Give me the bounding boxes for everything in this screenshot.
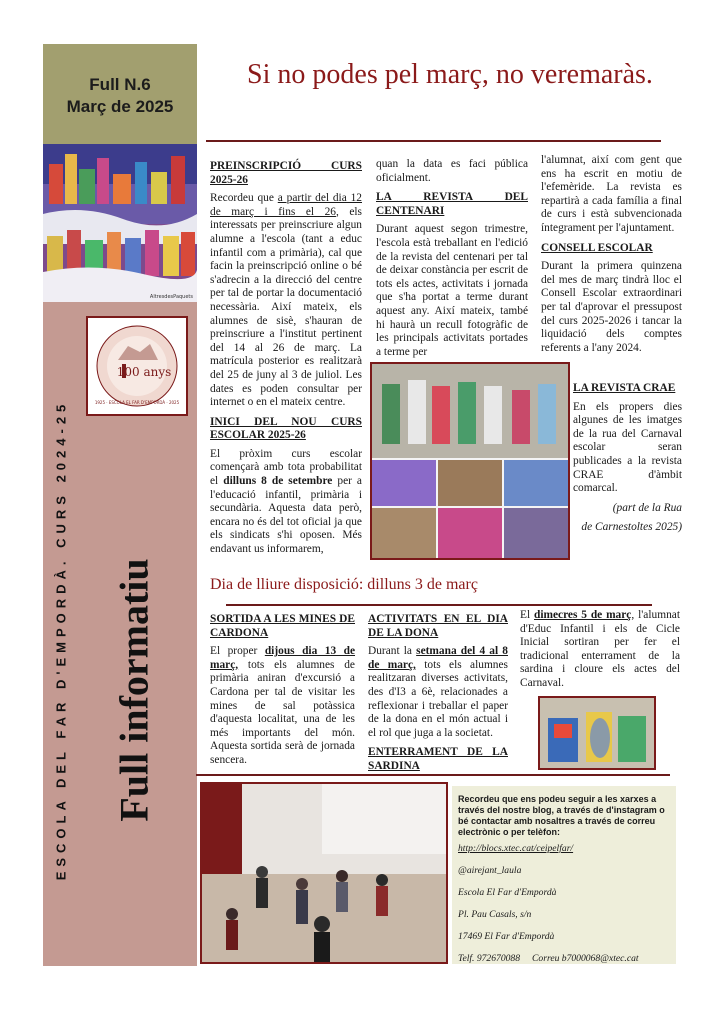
enterrament-body: El dimecres 5 de març, l'alumnat d'Educ Infantil i els de Cicle Inicial sortiran per fer el tradicional enterrament de la sardina i cloure els actes del Carnaval. bbox=[520, 609, 680, 689]
preinscripcio-title: PREINSCRIPCIÓ CURS 2025-26 bbox=[210, 160, 362, 186]
crae-title: LA REVISTA CRAE bbox=[573, 382, 676, 394]
logo-ring-text: 1925 · ESCOLA EL FAR D'EMPORDÀ · 2025 bbox=[94, 400, 180, 405]
contact-line bbox=[458, 948, 670, 970]
inici-curs-title: INICI DEL NOU CURS ESCOLAR 2025-26 bbox=[210, 415, 362, 442]
issue-number: Full N.6 bbox=[89, 75, 151, 94]
school-banner: ESCOLA DEL FAR D'EMPORDÀ. CURS 2024-25 bbox=[53, 399, 68, 881]
enterrament-block bbox=[520, 609, 680, 697]
phone: Telf. 972670088 bbox=[458, 953, 521, 964]
instagram-handle[interactable]: @airejant_laula bbox=[458, 865, 522, 876]
sortida-title: SORTIDA A LES MINES DE CARDONA bbox=[210, 613, 355, 639]
consell-body: Durant la primera quinzena del mes de març tindrà lloc el Consell Escolar extraordinari per tal d'aprovar el pressupost del curs 2025-2026 i tancar la liquidació dels comptes referents a l'any 2024. bbox=[541, 260, 682, 354]
revista-centenari-title: LA REVISTA DEL CENTENARI bbox=[376, 191, 528, 217]
headline: Si no podes pel març, no veremaràs. bbox=[247, 59, 653, 90]
school-name: Escola El Far d'Empordà bbox=[458, 887, 557, 898]
contact-box bbox=[452, 786, 676, 964]
dona-block bbox=[368, 613, 508, 774]
col2-continuation: quan la data es faci pública oficialment. bbox=[376, 158, 528, 184]
dance-photo bbox=[200, 782, 448, 964]
dona-title: ACTIVITATS EN EL DIA DE LA DONA bbox=[368, 613, 508, 639]
enterrament-title: ENTERRAMENT DE LA SARDINA bbox=[368, 746, 508, 772]
crae-block bbox=[573, 382, 682, 535]
contact-intro: Recordeu que ens podeu seguir a les xarxes a través del nostre blog, a través de d'instagram o bé contactar amb nosaltres a través de correu electrònic o per telèfon: bbox=[458, 794, 665, 837]
village-painting bbox=[43, 144, 197, 302]
issue-date: Març de 2025 bbox=[66, 97, 174, 116]
inici-curs-body: El pròxim curs escolar començarà amb tota probabilitat el dilluns 8 de setembre per a l'educació infantil, primària i secundària. Aquesta data però, encara no és del tot oficial ja que els sindicats s'hi oposen. Més endavant us informarem, bbox=[210, 447, 362, 556]
issue-box bbox=[43, 44, 197, 144]
sardine-photo bbox=[538, 696, 656, 770]
revista-centenari-body: Durant aquest segon trimestre, l'escola està treballant en l'edició de la revista del centenari per tal de deixar constància per escrit de tots els actes, activitats i jornada que s'ha portat a terme durant aquest any. Així mateix, també hi haurà un recull fotogràfic de les principals activitats portades a terme per bbox=[376, 223, 528, 358]
crae-caption-1: (part de la Rua bbox=[612, 501, 682, 514]
bottom-rule bbox=[196, 774, 670, 776]
column-1 bbox=[210, 160, 362, 563]
carnival-photo-collage bbox=[370, 362, 570, 560]
school-address: Pl. Pau Casals, s/n bbox=[458, 909, 532, 920]
crae-body: En els propers dies algunes de les imatges de la rua del Carnaval escolar seran publicades a la revista CRAE d'àmbit comarcal. bbox=[573, 400, 682, 495]
painting-credit: AltresdesPaquets bbox=[149, 294, 193, 300]
email[interactable]: Correu b7000068@xtec.cat bbox=[532, 953, 639, 964]
consell-title: CONSELL ESCOLAR bbox=[541, 241, 653, 254]
sortida-body: El proper dijous dia 13 de març, tots els alumnes de primària aniran d'excursió a Cardona per tal de visitar les mines de sal potàssica d'aquesta localitat, una de les més importants del món. Aquesta sortida serà de jornada sencera. bbox=[210, 645, 356, 766]
free-day-notice: Dia de lliure disposició: dilluns 3 de març bbox=[210, 576, 478, 593]
school-city: 17469 El Far d'Empordà bbox=[458, 931, 555, 942]
column-3 bbox=[541, 154, 682, 361]
blog-link[interactable]: http://blocs.xtec.cat/ceipelfar/ bbox=[458, 843, 574, 854]
side-title: Full informatiu bbox=[111, 558, 157, 822]
dona-body: Durant la setmana del 4 al 8 de març, tots els alumnes realitzaran diverses activitats, des d'I3 a 6è, relacionades a reflexionar i treballar el paper de la dona en el món actual i el rol que juga a la societat. bbox=[368, 645, 508, 739]
headline-rule bbox=[206, 140, 661, 142]
logo-text: 100 anys bbox=[116, 365, 172, 379]
col3-continuation: l'alumnat, així com gent que ens ha escrit en motiu de l'efemèride. La revista es repartirà a cada família a final de curs i està subvencionada íntegrament per l'ajuntament. bbox=[541, 154, 682, 234]
column-2 bbox=[376, 158, 528, 365]
centenary-logo bbox=[86, 316, 188, 416]
crae-caption-2: de Carnestoltes 2025) bbox=[581, 521, 682, 534]
sortida-block bbox=[210, 613, 355, 774]
preinscripcio-body: Recordeu que a partir del dia 12 de març i fins el 26, els interessats per preinscriure algun alumne a l'escola (tant a educ infantil com a primària), cal que facin la preinscripció online o bé s'adrecin a la direcció del centre per tal de portar la documentació necessària. Així mateix, els alumnes de sisè, s'hauran de preinscriure a l'institut pertinent del 14 al 26 de març. La matrícula posterior es realitzarà del 25 de juny al 3 de juliol. Les dates es poden consultar per internet o en el mateix centre. bbox=[210, 192, 362, 409]
section-rule bbox=[226, 604, 652, 606]
